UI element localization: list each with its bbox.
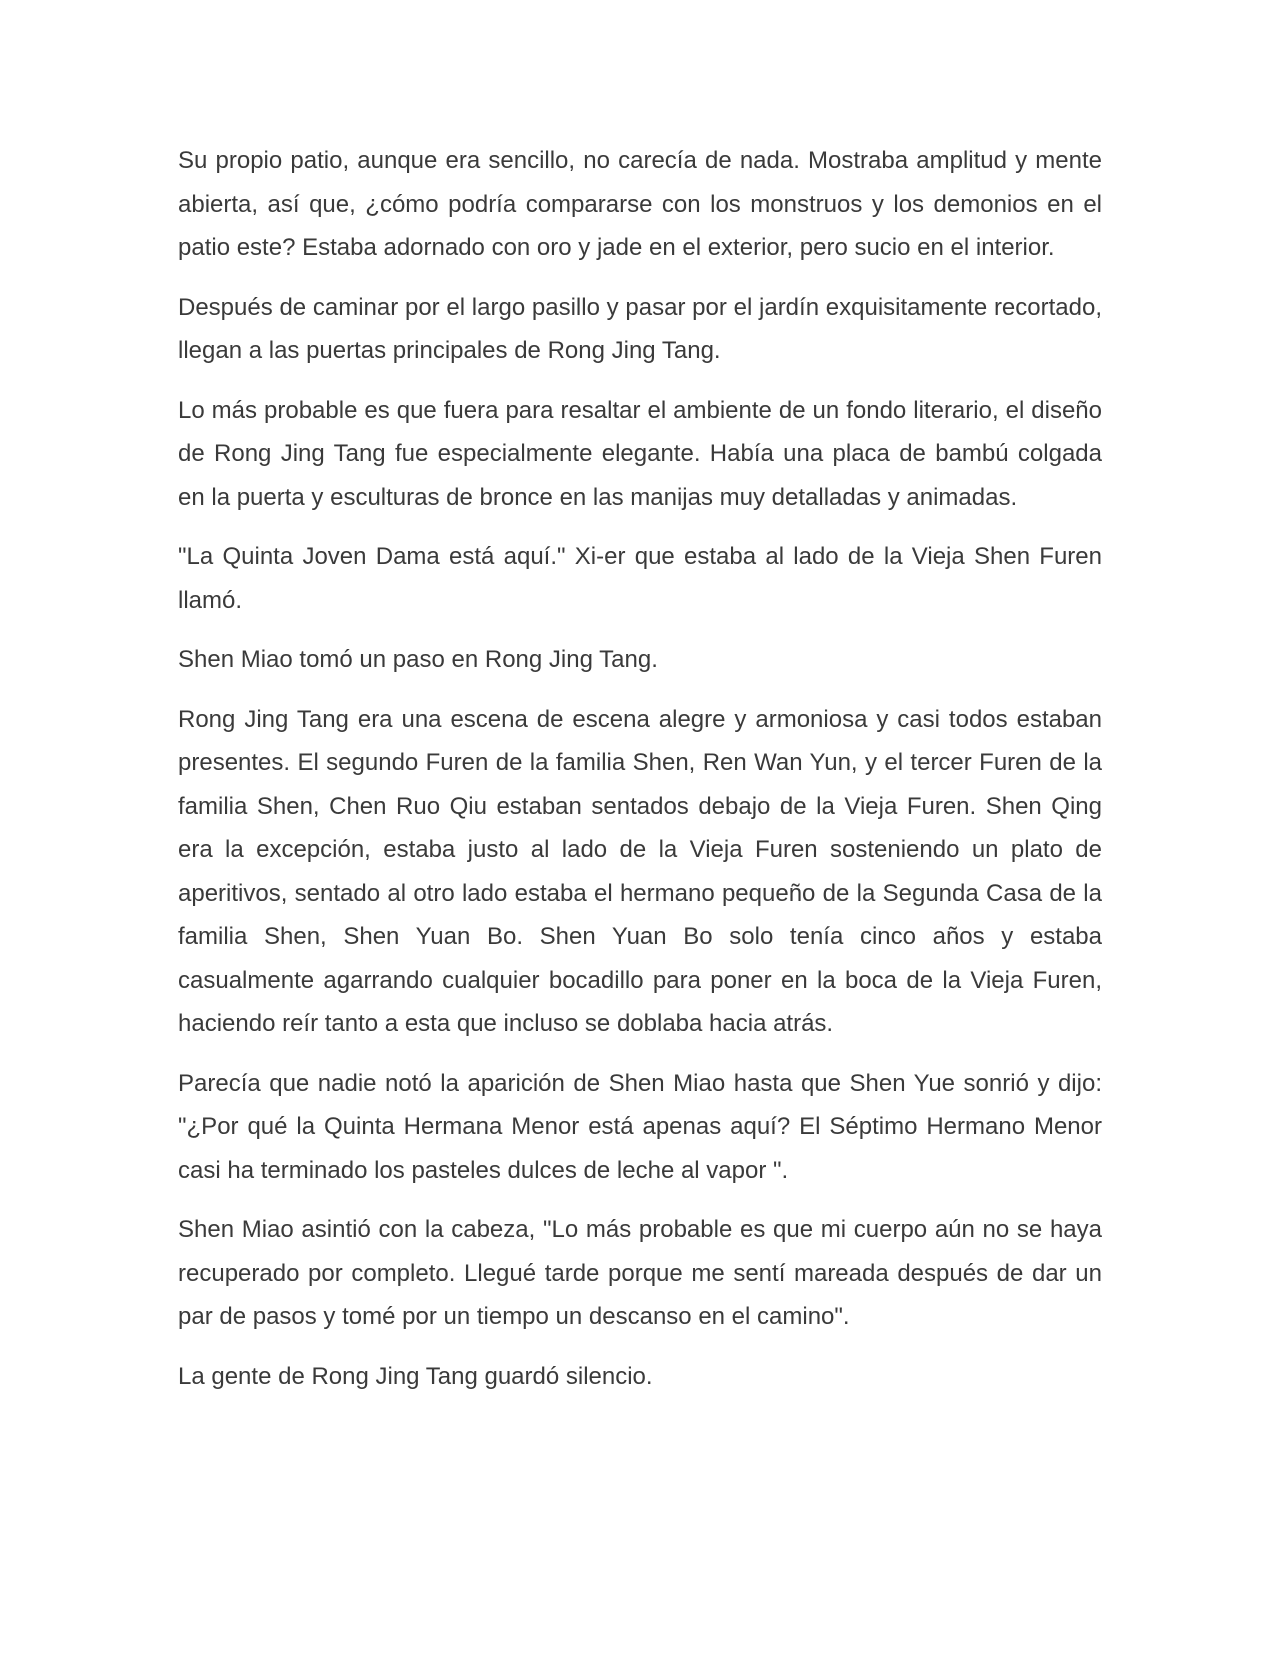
paragraph-3: Lo más probable es que fuera para resaltar el ambiente de un fondo literario, el diseño de Rong Jing Tang fue especialmente elegante. Había una placa de bambú colgada en la puerta y esculturas de bronce en las manijas muy detalladas y animadas. [178,396,1102,511]
paragraph-7: Parecía que nadie notó la aparición de Shen Miao hasta que Shen Yue sonrió y dijo: "¿Por qué la Quinta Hermana Menor está apenas aquí? El Séptimo Hermano Menor casi ha terminado los pasteles dulces de leche al vapor ". [178,1069,1102,1184]
paragraph-8: Shen Miao asintió con la cabeza, "Lo más probable es que mi cuerpo aún no se haya recuperado por completo. Llegué tarde porque me sentí mareada después de dar un par de pasos y tomé por un tiempo un descanso en el camino". [178,1216,1102,1330]
paragraph-5: Shen Miao tomó un paso en Rong Jing Tang. [178,646,658,673]
paragraph-6: Rong Jing Tang era una escena de escena alegre y armoniosa y casi todos estaban presentes. El segundo Furen de la familia Shen, Ren Wan Yun, y el tercer Furen de la familia Shen, Chen Ruo Qiu estaban sentados debajo de la Vieja Furen. Shen Qing era la excepción, estaba justo al lado de la Vieja Furen sosteniendo un plato de aperitivos, sentado al otro lado estaba el hermano pequeño de la Segunda Casa de la familia Shen, Shen Yuan Bo. Shen Yuan Bo solo tenía cinco años y estaba casualmente agarrando cualquier bocadillo para poner en la boca de la Vieja Furen, haciendo reír tanto a esta que incluso se doblaba hacia atrás. [178,705,1102,1037]
paragraph-9: La gente de Rong Jing Tang guardó silencio. [178,1362,653,1390]
document-page [178,139,1102,1414]
paragraph-1: Su propio patio, aunque era sencillo, no carecía de nada. Mostraba amplitud y mente abierta, así que, ¿cómo podría compararse con los monstruos y los demonios en el patio este? Estaba adornado con oro y jade en el exterior, pero sucio en el interior. [178,147,1102,261]
paragraph-4: "La Quinta Joven Dama está aquí." Xi-er que estaba al lado de la Vieja Shen Furen llamó. [178,543,1102,614]
paragraph-2: Después de caminar por el largo pasillo y pasar por el jardín exquisitamente recortado, llegan a las puertas principales de Rong Jing Tang. [178,293,1102,364]
